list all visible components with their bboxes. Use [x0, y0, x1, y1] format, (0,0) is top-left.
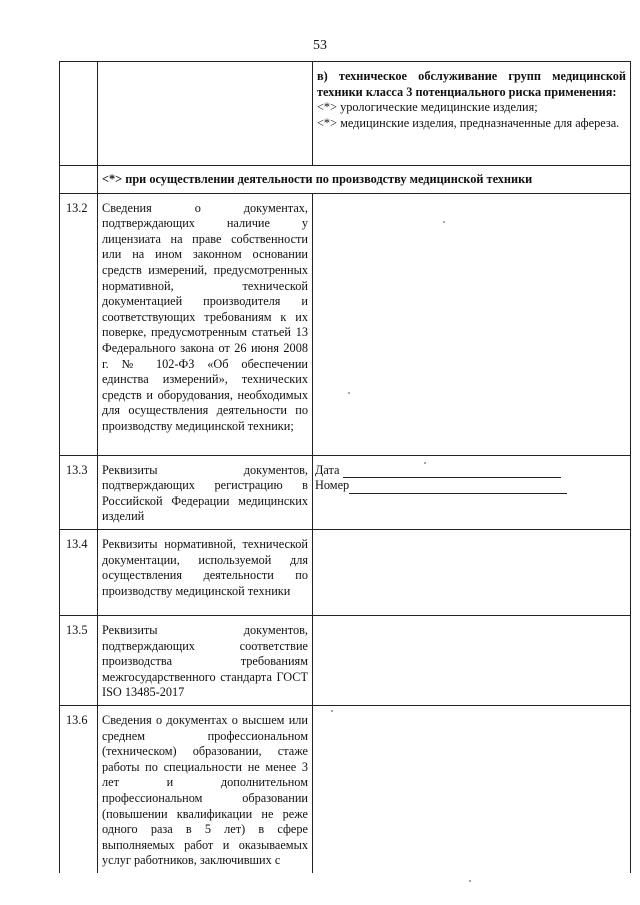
row-number: 13.5 [60, 615, 98, 705]
empty-number-cell [60, 62, 98, 166]
row-number: 13.6 [60, 705, 98, 872]
empty-description-cell [98, 62, 313, 166]
license-form-table [59, 61, 631, 873]
row-number: 13.4 [60, 529, 98, 615]
number-label: Номер [315, 478, 350, 493]
date-field[interactable] [315, 463, 626, 479]
table-row-section-heading [60, 166, 631, 194]
value-cell[interactable] [313, 615, 631, 705]
number-field[interactable] [315, 478, 626, 494]
row-description: Реквизиты документов, подтверждающих соответствие производства требованиям межгосударственного стандарта ГОСТ ISO 13485-2017 [98, 615, 313, 705]
row-number: 13.2 [60, 193, 98, 455]
row-description: Сведения о документах, подтверждающих наличие у лицензиата на праве собственности или на ином законном основании средств измерений, предусмотренных нормативной, технической документацией производителя и соответствующих требованиям к их поверке, предусмотренным статьей 13 Федерального закона от 26 июня 2008 г. № 102-ФЗ «Об обеспечении единства измерений», технических средств и оборудования, необходимых для осуществления деятельности по производству медицинской техники; [98, 193, 313, 455]
empty-number-cell [60, 166, 98, 194]
maintenance-item: <*> медицинские изделия, предназначенные для афереза. [317, 115, 620, 130]
scan-speck [469, 880, 471, 882]
scan-speck [424, 462, 426, 464]
scan-speck [348, 392, 350, 394]
date-input-line[interactable] [343, 465, 561, 478]
row-number: 13.3 [60, 455, 98, 529]
row-description: Реквизиты документов, подтверждающих регистрацию в Российской Федерации медицинских изделий [98, 455, 313, 529]
table-row-13-3 [60, 455, 631, 529]
table-row-technical-maintenance [60, 62, 631, 166]
date-label: Дата [315, 462, 340, 477]
technical-maintenance-heading: в) техническое обслуживание групп медицинской техники класса 3 потенциального риска применения: [317, 69, 626, 99]
value-cell[interactable] [313, 529, 631, 615]
scan-speck [331, 710, 333, 712]
row-description: Сведения о документах о высшем или среднем профессиональном (техническом) образовании, стаже работы по специальности не менее 3 лет и дополнительном профессиональном образовании (повышении квалификации не реже одного раза в 5 лет) в сфере выполняемых работ и оказываемых услуг работников, заключивших с [98, 705, 313, 872]
value-cell[interactable] [313, 193, 631, 455]
table-row-13-4 [60, 529, 631, 615]
section-heading: <*> при осуществлении деятельности по производству медицинской техники [98, 166, 631, 194]
registration-fields-cell [313, 455, 631, 529]
table-row-13-6 [60, 705, 631, 872]
page-number: 53 [313, 38, 327, 53]
scan-speck [443, 221, 445, 223]
technical-maintenance-cell [313, 62, 631, 166]
number-input-line[interactable] [349, 481, 567, 494]
maintenance-item: <*> урологические медицинские изделия; [317, 100, 538, 115]
table-row-13-5 [60, 615, 631, 705]
table-row-13-2 [60, 193, 631, 455]
value-cell[interactable] [313, 705, 631, 872]
row-description: Реквизиты нормативной, технической документации, используемой для осуществления деятельности по производству медицинской техники [98, 529, 313, 615]
